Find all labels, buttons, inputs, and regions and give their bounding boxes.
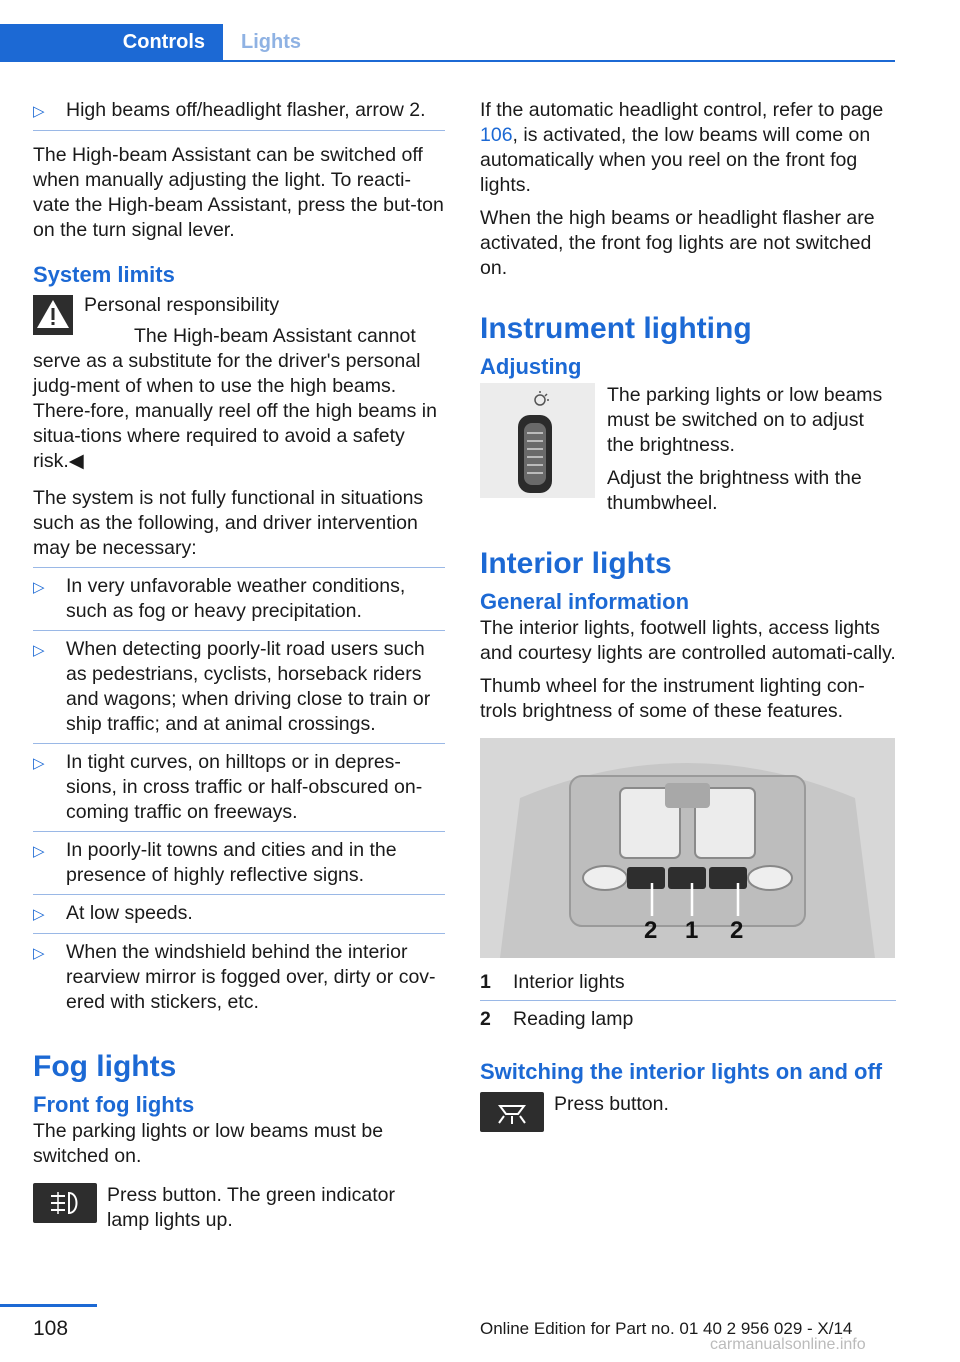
watermark: carmanualsonline.info [710,1336,866,1353]
header-tabbar [0,24,895,62]
triangle-bullet-icon: ▷ [33,579,45,596]
list-item: ▷ In tight curves, on hilltops or in depres-sions, in cross traffic or half-obscured on-coming traffic on freeways. [33,751,423,823]
figure-label: 1 [685,917,699,944]
interior-light-button-icon [480,1092,544,1132]
subsection-heading-switching: Switching the interior lights on and off [480,1059,883,1084]
legend-item: 2 Reading lamp [480,1008,634,1030]
paragraph: The interior lights, footwell lights, access lights and courtesy lights are controlled automati-cally. [480,617,896,664]
edition-text: Online Edition for Part no. 01 40 2 956 029 - X/14 [480,1319,853,1338]
paragraph: Thumb wheel for the instrument lighting con-trols brightness of some of these features. [480,675,865,722]
paragraph: When the high beams or headlight flasher are activated, the front fog lights are not switched on. [480,207,875,279]
triangle-bullet-icon: ▷ [33,103,45,120]
header-divider [0,60,895,62]
left-column [33,98,445,1233]
section-heading-interior-lights: Interior lights [480,547,672,580]
paragraph: The parking lights or low beams must be switched on. [33,1120,384,1167]
legend-item: 1 Interior lights [480,971,625,993]
fog-light-button-icon [33,1183,97,1223]
subsection-heading-adjusting: Adjusting [480,354,582,379]
divider [33,743,445,744]
page-link[interactable]: 106 [480,124,513,146]
right-column [480,98,896,1132]
list-item: ▷ When the windshield behind the interior rearview mirror is fogged over, dirty or cov-ered with stickers, etc. [33,941,436,1013]
divider [33,894,445,895]
triangle-bullet-icon: ▷ [33,906,45,923]
figure-legend [480,970,896,1032]
figure-label: 2 [730,917,744,944]
page-number: 108 [33,1317,69,1340]
fog-button-row [33,1183,445,1233]
list-item: ▷ In very unfavorable weather conditions, such as fog or heavy precipitation. [33,575,406,622]
triangle-bullet-icon: ▷ [33,843,45,860]
tab-controls[interactable]: Controls [0,24,223,61]
triangle-bullet-icon: ▷ [33,642,45,659]
divider [480,1000,896,1001]
section-heading-instrument-lighting: Instrument lighting [480,312,752,345]
press-row [480,1092,896,1132]
warning-text: The High-beam Assistant cannot serve as a substitute for the driver's personal judg-ment of when to use the high beams. There-fore, manually reel off the high beams in situa-tions where required to avoid a safety risk.◀ [33,325,437,472]
divider [33,630,445,631]
list-item: ▷ High beams off/headlight flasher, arrow 2. [33,98,445,124]
fog-press-text: Press button. The green indicator lamp lights up. [107,1184,395,1231]
list-item: ▷ In poorly-lit towns and cities and in the presence of highly reflective signs. [33,839,397,886]
warning-triangle-icon [33,295,73,335]
thumbwheel-icon [480,383,595,498]
footer-rule [0,1304,97,1307]
interior-lights-figure [480,738,895,958]
divider [33,130,445,131]
figure-label: 2 [644,917,658,944]
list-item: ▷ At low speeds. [33,901,445,927]
warning-title: Personal responsibility [84,294,280,316]
section-heading-fog-lights: Fog lights [33,1050,177,1083]
tab-lights[interactable]: Lights [241,31,301,53]
paragraph: If the automatic headlight control, refer to page 106, is activated, the low beams will come on automatically when you reel on the front fog lights. [480,99,884,196]
subsection-heading-general-info: General information [480,589,690,614]
warning-block [33,293,445,474]
adjust-text: The parking lights or low beams must be switched on to adjust the brightness. Adjust the brightness with the thumbwheel. [607,384,883,514]
paragraph: The system is not fully functional in situations such as the following, and driver intervention may be necessary: [33,487,424,559]
list-item: ▷ When detecting poorly-lit road users such as pedestrians, cyclists, horseback riders and wagons; when driving close to train or ship traffic; and at animal crossings. [33,638,431,735]
limits-list [33,567,445,1015]
triangle-bullet-icon: ▷ [33,945,45,962]
section-heading-system-limits: System limits [33,262,175,287]
paragraph: The High-beam Assistant can be switched off when manually adjusting the light. To reacti-vate the High-beam Assistant, press the but-ton on the turn signal lever. [33,144,444,241]
triangle-bullet-icon: ▷ [33,755,45,772]
subsection-heading-front-fog: Front fog lights [33,1092,195,1117]
adjust-row [480,383,896,516]
press-button-text: Press button. [554,1093,669,1115]
divider [33,831,445,832]
divider [33,567,445,568]
divider [33,933,445,934]
